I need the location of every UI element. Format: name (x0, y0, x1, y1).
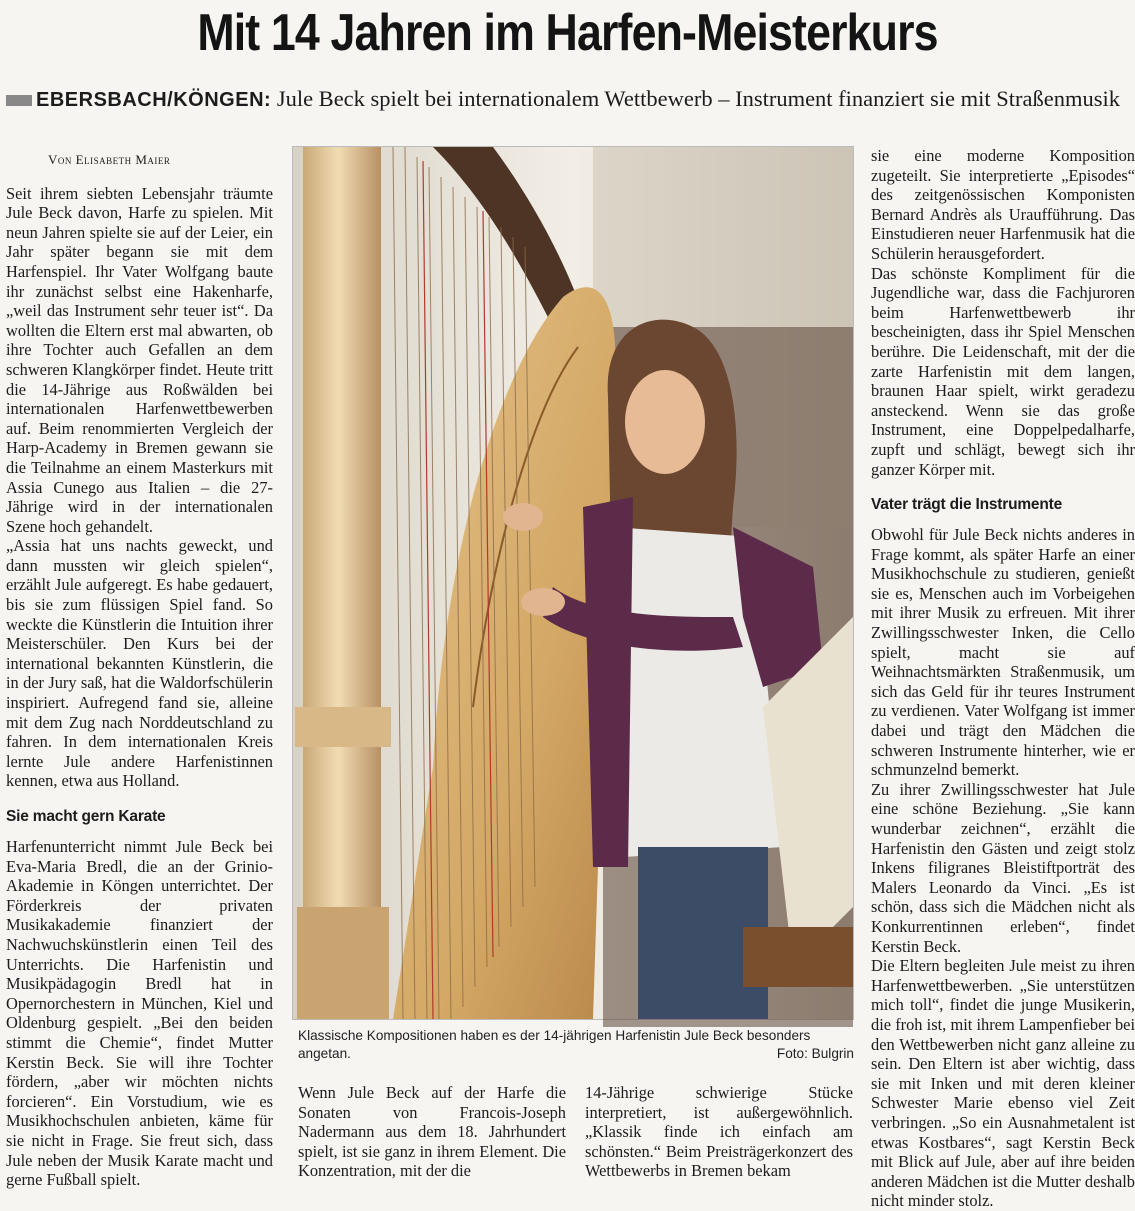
column-3 (585, 1083, 853, 1181)
column-1 (6, 150, 273, 1190)
photo-caption (298, 1027, 854, 1063)
column-4 (871, 146, 1135, 1211)
paragraph: Harfenunterricht nimmt Jule Beck bei Eva-Maria Bredl, die an der Grinio-Akademie in Köngen unterrichtet. Der Förderkreis der privaten Musikakademie finanziert der Nachwuchskünstlerin einen Teil des Unterrichts. Die Harfenistin und Musikpädagogin Bredl hat in Opernorchestern in München, Kiel und Oldenburg gespielt. „Bei den beiden stimmt die Chemie“, findet Mutter Kerstin Beck. Sie will ihre Tochter fördern, „aber wir möchten nichts forcieren“. Ein Vorstudium, wie es Musikhochschulen anbieten, käme für sie nicht in Frage. Sie freut sich, dass Jule neben der Musik Karate macht und gerne Fußball spielt. (6, 837, 273, 1190)
paragraph: Obwohl für Jule Beck nichts anderes in Frage kommt, als später Harfe an einer Musikhochschule zu studieren, genießt sie es, Menschen auch im Vorbeigehen mit ihrer Musik zu erfreuen. Mit ihrer Zwillingsschwester Inken, die Cello spielt, macht sie auf Weihnachtsmärkten Straßenmusik, um sich das Geld für ihr teures Instrument zu verdienen. Vater Wolfgang ist immer dabei und trägt den Mädchen die schweren Instrumente hinterher, wie er schmunzelnd bemerkt. (871, 525, 1135, 780)
section-heading-vater: Vater trägt die Instrumente (871, 496, 1062, 514)
kicker-bar (6, 95, 32, 106)
column-2 (298, 1083, 566, 1181)
paragraph: Zu ihrer Zwillingsschwester hat Jule eine schöne Beziehung. „Sie kann wunderbar zeichnen“, erzählt die Harfenistin den Gästen und zeigt stolz Inkens filigranes Bleistiftporträt des Malers Leonardo da Vinci. „Es ist schön, dass sich die Mädchen nicht als Konkurrentinnen erleben“, findet Kerstin Beck. (871, 779, 1135, 956)
paragraph: 14-Jährige schwierige Stücke interpretiert, ist außergewöhnlich. „Klassik finde ich einfach am schönsten.“ Beim Preisträgerkonzert des Wettbewerbs in Bremen bekam (585, 1083, 853, 1181)
byline: Von Elisabeth Maier (48, 152, 171, 167)
paragraph: „Assia hat uns nachts geweckt, und dann mussten wir gleich spielen“, erzählt Jule aufgeregt. Es habe gedauert, bis sie zum flüssigen Spiel fand. So weckte die Künstlerin die Intuition ihrer Meisterschüler. Den Kurs bei der international bekannten Künstlerin, die in der Jury saß, hat die Waldorfschülerin inspiriert. Aufregend fand sie, alleine mit dem Zug nach Norddeutschland zu fahren. In dem internationalen Kreis lernte Jule andere Harfenistinnen kennen, etwa aus Holland. (6, 536, 273, 791)
paragraph: Das schönste Kompliment für die Jugendliche war, dass die Fachjuroren beim Harfenwettbewerb ihr bescheinigten, dass ihr Spiel Menschen berühre. Die Leidenschaft, mit der die zarte Harfenistin mit dem langen, braunen Haar spielt, wirkt geradezu ansteckend. Wenn sie das große Instrument, eine Doppelpedalharfe, zupft und schlägt, bewegt sich ihr ganzer Körper mit. (871, 263, 1135, 479)
subheadline (6, 84, 1135, 114)
harp-illustration (293, 147, 853, 1019)
photo-credit: Foto: Bulgrin (776, 1046, 854, 1061)
paragraph: Seit ihrem siebten Lebensjahr träumte Jule Beck davon, Harfe zu spielen. Mit neun Jahren spielte sie auf der Leier, ein Jahr später begann sie mit dem Harfenspiel. Ihr Vater Wolfgang baute ihr zunächst selbst eine Hakenharfe, „weil das Instrument sehr teuer ist“. Da wollten die Eltern erst mal abwarten, ob ihre Tochter auch Gefallen an dem schweren Klangkörper findet. Heute tritt die 14-Jährige aus Roßwälden bei internationalen Harfenwettbewerben auf. Beim renommierten Vergleich der Harp-Academy in Bremen gewann sie die Teilnahme an einem Masterkurs mit Assia Cunego aus Italien – die 27-Jährige wird in der internationalen Szene hoch gehandelt. (6, 183, 273, 536)
subhead-text: Jule Beck spielt bei internationalem Wettbewerb – Instrument finanziert sie mit Straßenmusik (276, 86, 1120, 111)
paragraph: Wenn Jule Beck auf der Harfe die Sonaten von Francois-Joseph Nadermann aus dem 18. Jahrhundert spielt, ist sie ganz in ihrem Element. Die Konzentration, mit der die (298, 1083, 566, 1181)
section-heading-karate: Sie macht gern Karate (6, 808, 166, 825)
harp-photo (292, 146, 854, 1020)
paragraph: Die Eltern begleiten Jule meist zu ihren Harfenwettbewerben. „Sie unterstützen mich toll“, findet die junge Musikerin, die froh ist, mit ihrem Lampenfieber bei den Wettbewerben nicht ganz alleine zu sein. Den Eltern ist aber wichtig, dass sie mit Inken und mit deren kleiner Schwester Marie ebenso viel Zeit verbringen. „So ein Ausnahmetalent ist etwas Kostbares“, sagt Kerstin Beck mit Blick auf Jule, aber auf ihre beiden anderen Mädchen ist die Mutter deshalb nicht minder stolz. (871, 956, 1135, 1211)
caption-text: Klassische Kompositionen haben es der 14-jährigen Harfenistin Jule Beck besonders angetan. (298, 1028, 811, 1061)
paragraph: sie eine moderne Komposition zugeteilt. Sie interpretierte „Episodes“ des zeitgenössischen Komponisten Bernard Andrès als Uraufführung. Das Einstudieren neuer Harfenmusik hat die Schülerin herausgefordert. (871, 146, 1135, 263)
headline: Mit 14 Jahren im Harfen-Meisterkurs (197, 4, 938, 62)
kicker: EBERSBACH/KÖNGEN: (36, 89, 272, 111)
